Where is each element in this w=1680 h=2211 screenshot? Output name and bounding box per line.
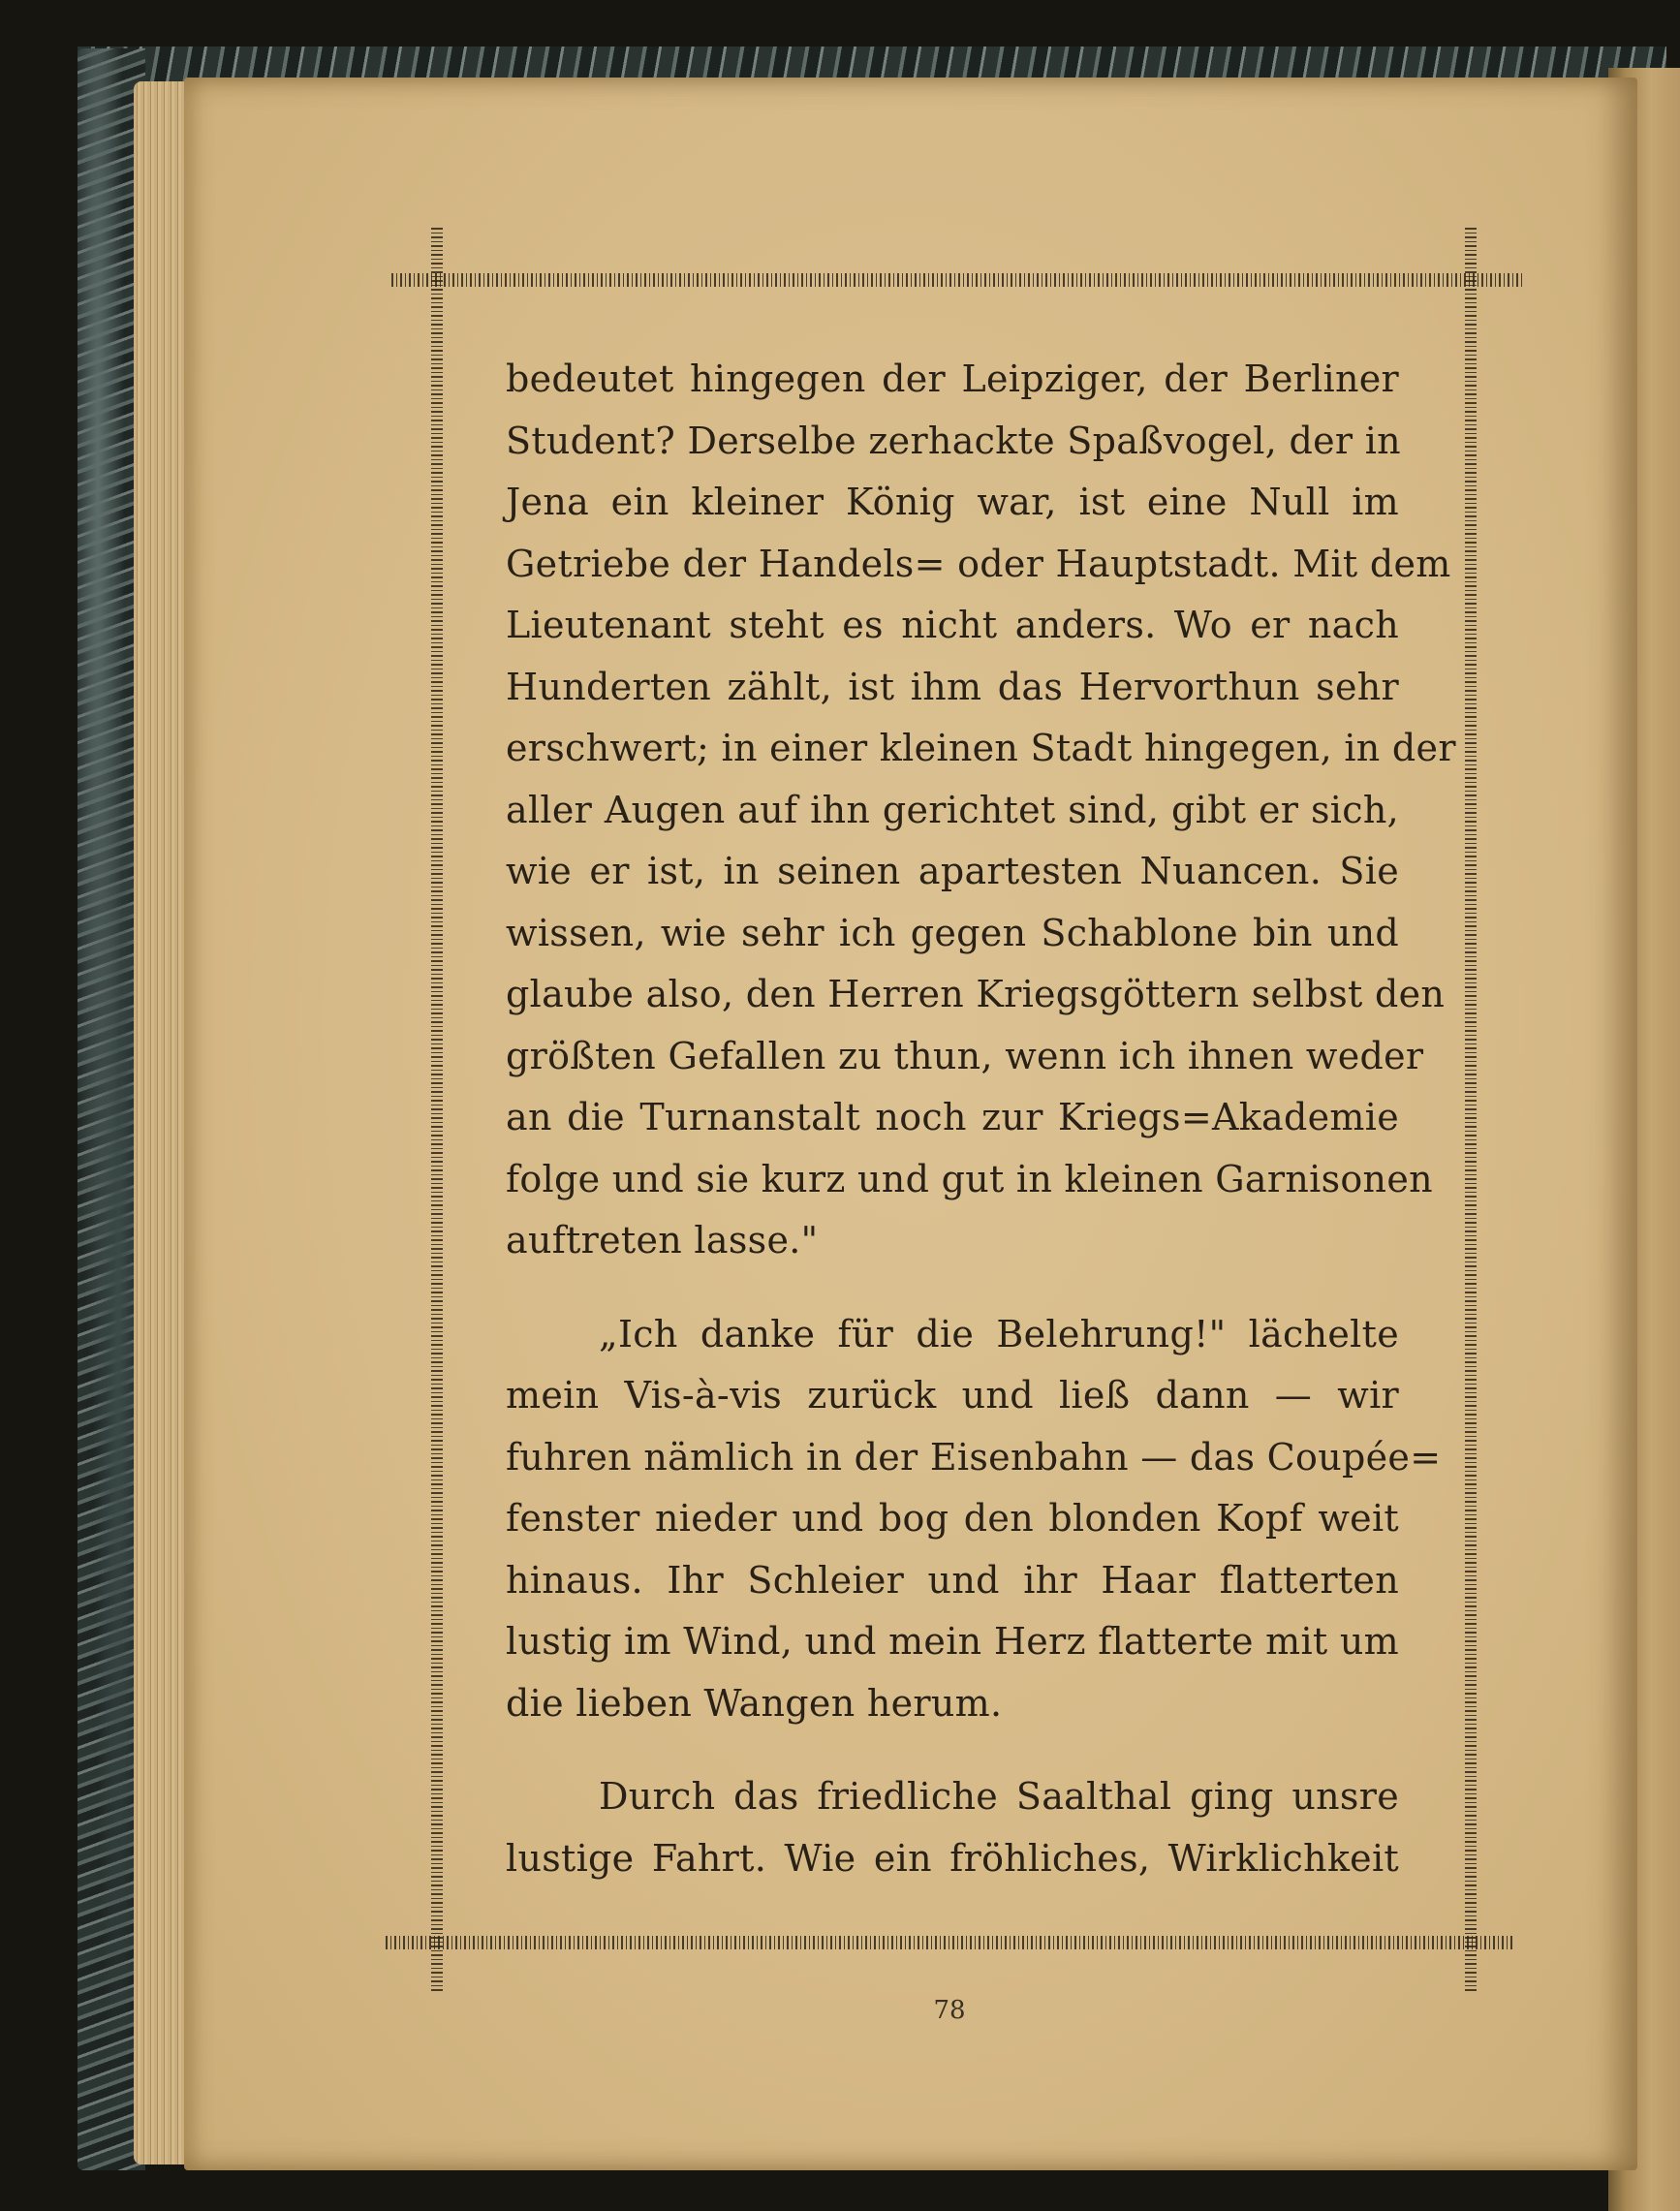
paragraph-gap (506, 1734, 1399, 1766)
paragraph (506, 1304, 1442, 1735)
text-line: Hunderten zählt, ist ihm das Hervorthun sehr (506, 665, 1399, 708)
paragraph (506, 1766, 1399, 1889)
text-line: folge und sie kurz und gut in kleinen Garnisonen (506, 1157, 1433, 1200)
text-line: wie er ist, in seinen apartesten Nuancen. Sie (506, 850, 1399, 892)
text-line: Student? Derselbe zerhackte Spaßvogel, der in (506, 419, 1401, 462)
text-line: fuhren nämlich in der Eisenbahn — das Coupée= (506, 1435, 1442, 1479)
text-line: größten Gefallen zu thun, wenn ich ihnen weder (506, 1034, 1424, 1077)
text-line: lustig im Wind, und mein Herz flatterte mit um (506, 1620, 1399, 1663)
text-line: glaube also, den Herren Kriegsgöttern selbst den (506, 973, 1446, 1015)
frame-border-bottom (386, 1936, 1515, 1949)
text-line: lustige Fahrt. Wie ein fröhliches, Wirklichkeit (506, 1836, 1399, 1880)
text-line: aller Augen auf ihn gerichtet sind, gibt er sich, (506, 788, 1399, 831)
paragraph (506, 349, 1456, 1272)
text-line: hinaus. Ihr Schleier und ihr Haar flatterten (506, 1558, 1399, 1602)
text-line: Getriebe der Handels= oder Hauptstadt. Mit dem (506, 542, 1451, 585)
frame-border-top (391, 273, 1525, 287)
paragraph-gap (506, 1272, 1399, 1304)
text-line: wissen, wie sehr ich gegen Schablone bin und (506, 911, 1399, 954)
text-line: Durch das friedliche Saalthal ging unsre (599, 1775, 1399, 1818)
text-line: bedeutet hingegen der Leipziger, der Berliner (506, 358, 1399, 400)
frame-border-right (1465, 228, 1477, 1991)
text-line: erschwert; in einer kleinen Stadt hingegen, in der (506, 727, 1456, 769)
text-line: auftreten lasse." (506, 1219, 819, 1261)
text-line: die lieben Wangen herum. (506, 1681, 1003, 1725)
text-line: „Ich danke für die Belehrung!" lächelte (599, 1312, 1399, 1355)
body-text (506, 349, 1456, 1889)
text-line: an die Turnanstalt noch zur Kriegs=Akademie (506, 1096, 1399, 1138)
page-number: 78 (933, 1996, 966, 2025)
text-line: Lieutenant steht es nicht anders. Wo er nach (506, 604, 1399, 646)
text-line: fenster nieder und bog den blonden Kopf weit (506, 1497, 1399, 1540)
text-line: Jena ein kleiner König war, ist eine Null im (506, 481, 1399, 523)
text-line: mein Vis-à-vis zurück und ließ dann — wir (506, 1374, 1399, 1417)
frame-border-left (431, 228, 443, 1991)
